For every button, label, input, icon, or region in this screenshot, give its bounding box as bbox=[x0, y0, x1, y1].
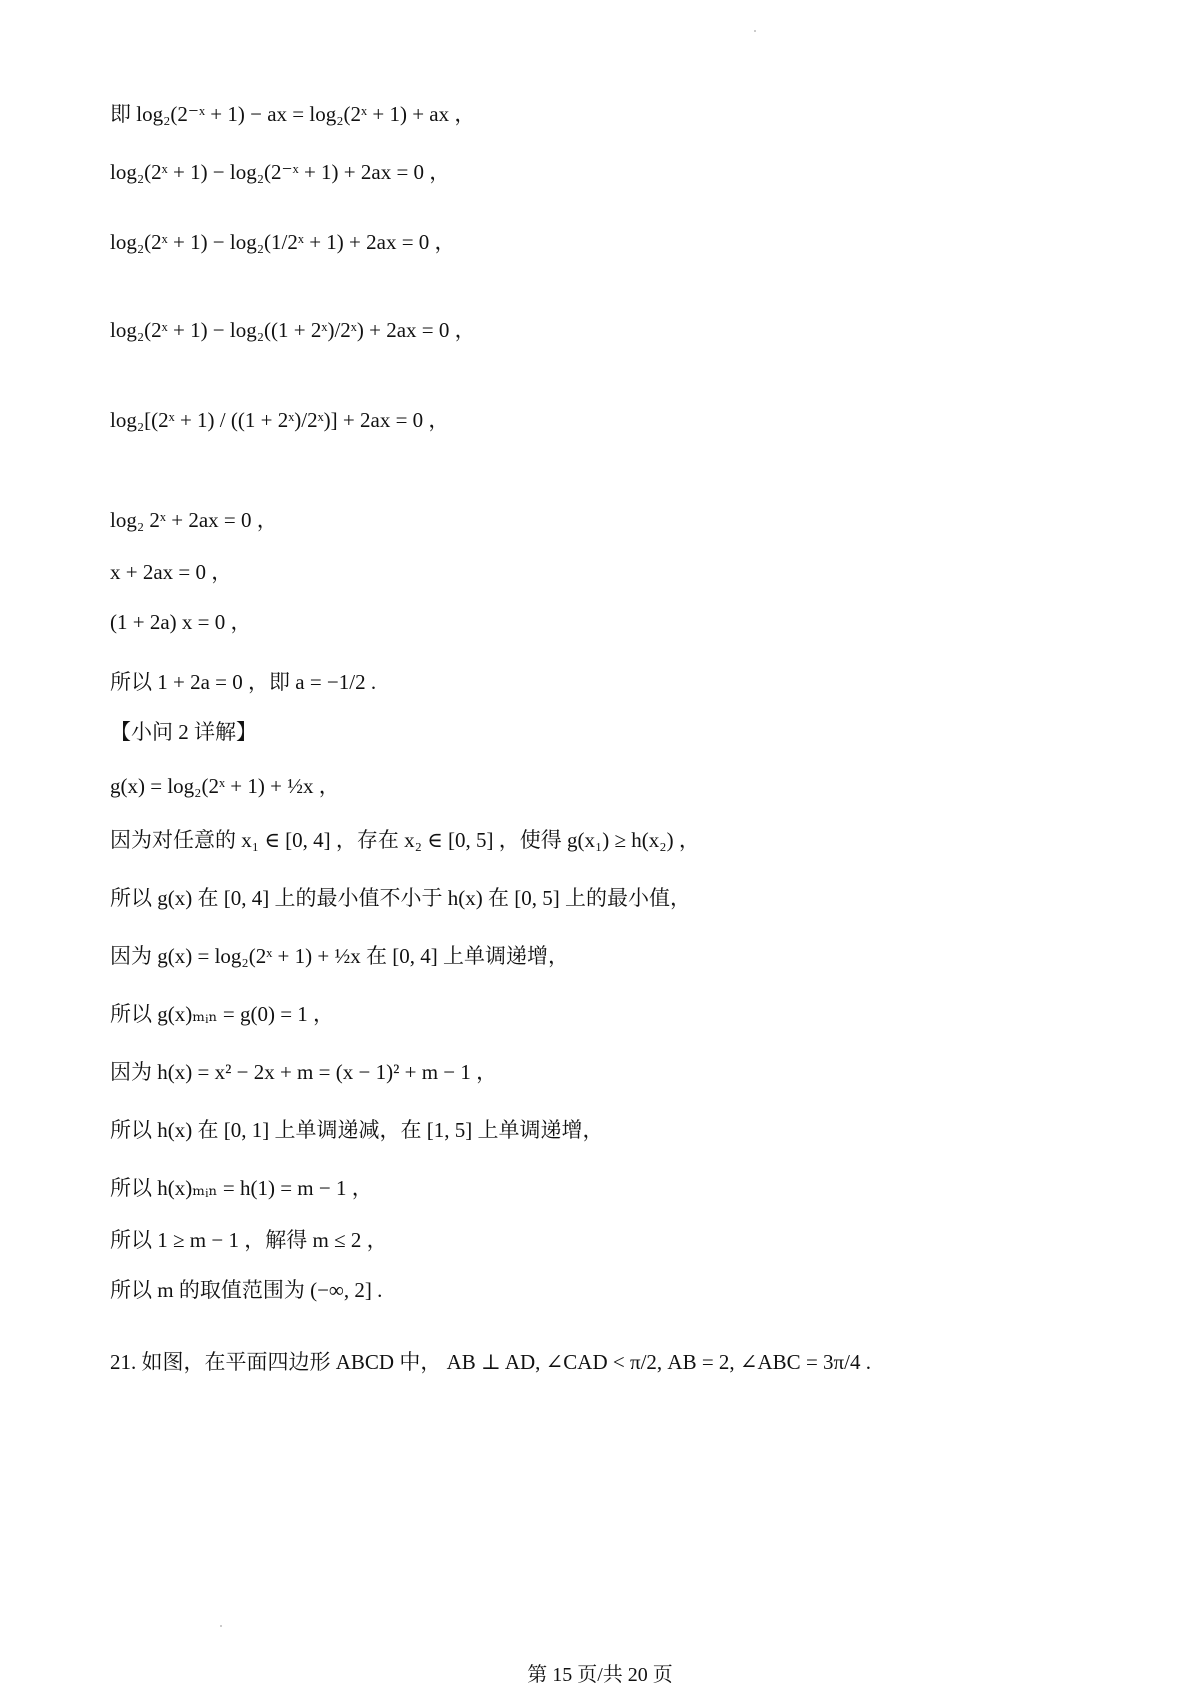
solution-line-2: log₂(2ˣ + 1) − log₂(2⁻ˣ + 1) + 2ax = 0 ， bbox=[110, 160, 451, 184]
solution-line-14: 所以 g(x)ₘᵢₙ = g(0) = 1 ， bbox=[110, 1002, 335, 1026]
solution-line-6: log₂ 2ˣ + 2ax = 0 ， bbox=[110, 508, 278, 532]
problem-21: 21. 如图，在平面四边形 ABCD 中， AB ⊥ AD, ∠CAD < π/2, AB = 2, ∠ABC = 3π/4 . bbox=[110, 1350, 871, 1374]
solution-line-12: 所以 g(x) 在 [0, 4] 上的最小值不小于 h(x) 在 [0, 5] 上的最小值， bbox=[110, 886, 691, 910]
section-heading: 【小问 2 详解】 bbox=[110, 720, 257, 744]
page-footer: 第 15 页/共 20 页 bbox=[527, 1664, 673, 1686]
solution-line-10: g(x) = log₂(2ˣ + 1) + ½x ， bbox=[110, 774, 340, 798]
solution-line-7: x + 2ax = 0 ， bbox=[110, 560, 233, 584]
solution-line-17: 所以 h(x)ₘᵢₙ = h(1) = m − 1 ， bbox=[110, 1176, 373, 1200]
solution-line-16: 所以 h(x) 在 [0, 1] 上单调递减，在 [1, 5] 上单调递增， bbox=[110, 1118, 604, 1142]
solution-line-18: 所以 1 ≥ m − 1 ，解得 m ≤ 2 ， bbox=[110, 1228, 388, 1252]
solution-line-5: log₂[(2ˣ + 1) / ((1 + 2ˣ)/2ˣ)] + 2ax = 0 ， bbox=[110, 408, 450, 432]
solution-line-15: 因为 h(x) = x² − 2x + m = (x − 1)² + m − 1 ， bbox=[110, 1060, 498, 1084]
solution-line-1: 即 log₂(2⁻ˣ + 1) − ax = log₂(2ˣ + 1) + ax ， bbox=[110, 102, 476, 126]
solution-line-13: 因为 g(x) = log₂(2ˣ + 1) + ½x 在 [0, 4] 上单调递增， bbox=[110, 944, 569, 968]
solution-line-11: 因为对任意的 x₁ ∈ [0, 4] ，存在 x₂ ∈ [0, 5] ，使得 g(x₁) ≥ h(x₂) ， bbox=[110, 828, 700, 852]
solution-line-8: (1 + 2a) x = 0 ， bbox=[110, 610, 252, 634]
solution-line-19: 所以 m 的取值范围为 (−∞, 2] . bbox=[110, 1278, 383, 1302]
solution-line-4: log₂(2ˣ + 1) − log₂((1 + 2ˣ)/2ˣ) + 2ax = 0 ， bbox=[110, 318, 476, 342]
solution-line-3: log₂(2ˣ + 1) − log₂(1/2ˣ + 1) + 2ax = 0 ， bbox=[110, 230, 456, 254]
solution-line-9: 所以 1 + 2a = 0 ，即 a = −1/2 . bbox=[110, 670, 377, 694]
scan-speck bbox=[220, 1625, 222, 1627]
scan-speck bbox=[754, 30, 756, 32]
